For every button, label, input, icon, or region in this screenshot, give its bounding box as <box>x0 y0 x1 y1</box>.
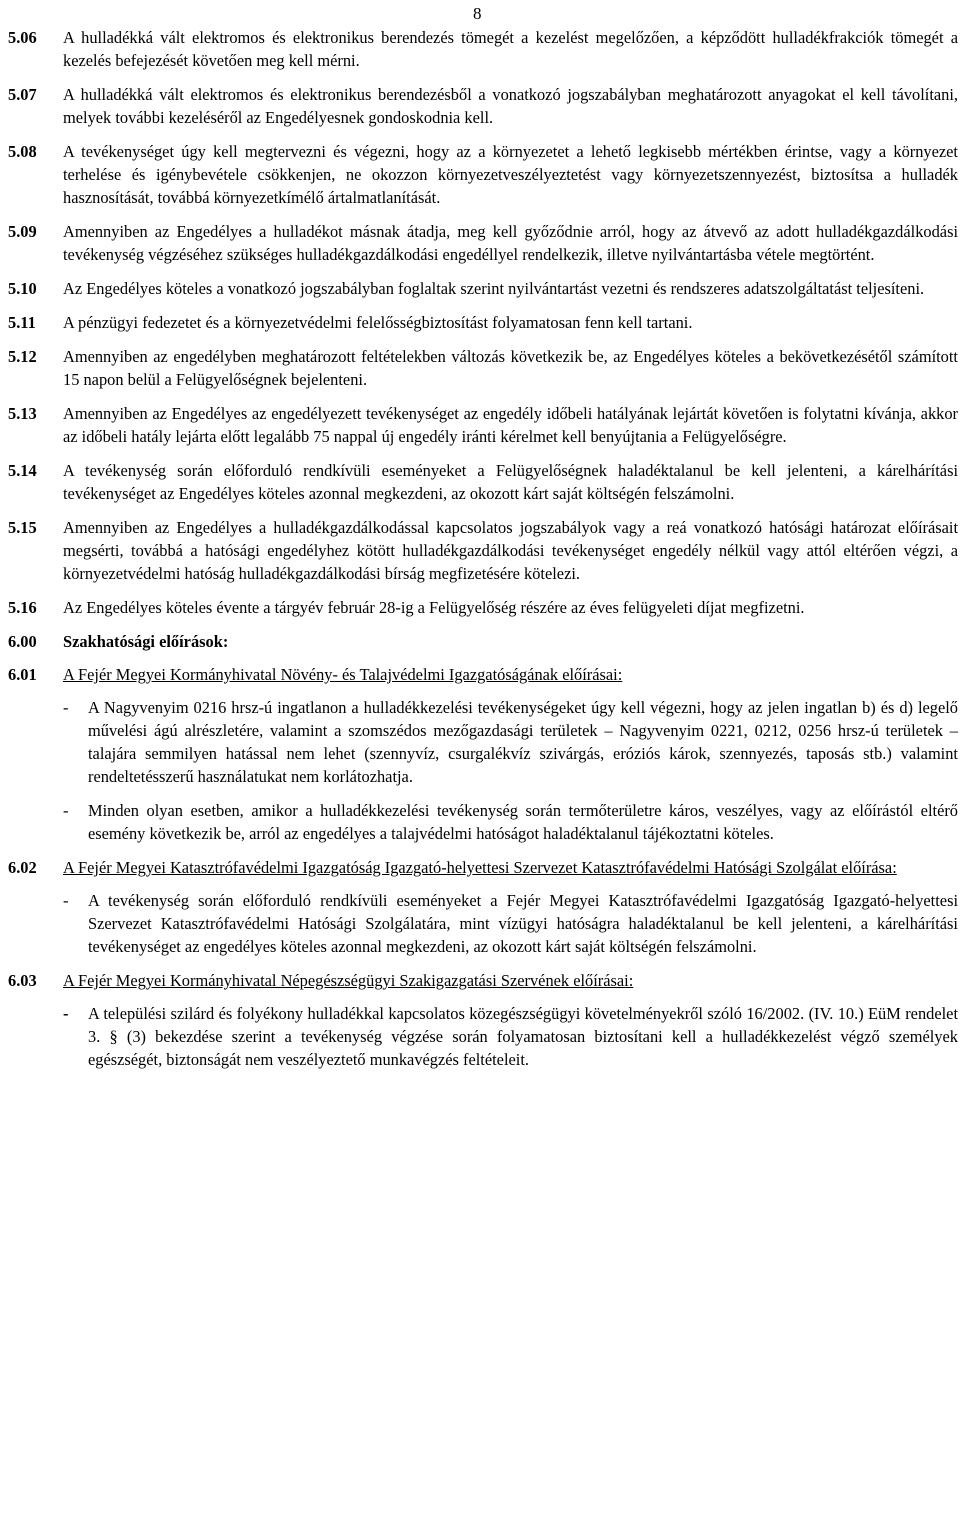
clause-5-09 <box>8 220 958 266</box>
document-body <box>8 26 958 1082</box>
clause-number: 5.14 <box>8 461 37 480</box>
clause-5-11 <box>8 311 958 334</box>
clause-number: 5.16 <box>8 598 37 617</box>
clause-5-06 <box>8 26 958 72</box>
subsection-6-02-heading <box>8 856 958 879</box>
section-title: Szakhatósági előírások: <box>63 632 229 651</box>
subsection-number: 6.03 <box>8 971 37 990</box>
dash-bullet: - <box>63 891 69 910</box>
clause-text: Amennyiben az Engedélyes az engedélyezett tevékenységet az engedély időbeli hatályának lejártát követően is folytatni kívánja, akkor az időbeli hatály lejárta előtt legalább 75 nappal új engedély iránti kérelmet kell benyújtania a Felügyelőségre. <box>63 404 958 446</box>
clause-text: Amennyiben az Engedélyes a hulladékot másnak átadja, meg kell győződnie arról, hogy az átvevő az adott hulladékgazdálkodási tevékenység végzéséhez szükséges hulladékgazdálkodási engedéllyel rendelkezik, illetve nyilvántartásba vétele megtörtént. <box>63 222 958 264</box>
clause-text: Az Engedélyes köteles évente a tárgyév február 28-ig a Felügyelőség részére az éves felügyeleti díjat megfizetni. <box>63 598 805 617</box>
clause-number: 5.15 <box>8 518 37 537</box>
dash-bullet: - <box>63 1004 69 1023</box>
clause-5-16 <box>8 596 958 619</box>
clause-5-08 <box>8 140 958 209</box>
subsection-title: A Fejér Megyei Katasztrófavédelmi Igazgatóság Igazgató-helyettesi Szervezet Katasztrófavédelmi Hatósági Szolgálat előírása: <box>63 858 897 877</box>
clause-text: A hulladékká vált elektromos és elektronikus berendezés tömegét a kezelést megelőzően, a képződött hulladékfrakciók tömegét a kezelés befejezését követően meg kell mérni. <box>63 28 958 70</box>
subsection-6-03-heading <box>8 969 958 992</box>
list-item <box>63 1002 958 1071</box>
dash-bullet: - <box>63 698 69 717</box>
clause-number: 5.11 <box>8 313 36 332</box>
clause-number: 5.07 <box>8 85 37 104</box>
clause-text: A tevékenység során előforduló rendkívüli eseményeket a Felügyelőségnek haladéktalanul be kell jelenteni, a kárelhárítási tevékenységet az Engedélyes köteles azonnal megkezdeni, az okozott kárt saját költségén felszámolni. <box>63 461 958 503</box>
subsection-number: 6.01 <box>8 665 37 684</box>
list-item-text: A települési szilárd és folyékony hulladékkal kapcsolatos közegészségügyi követelményekről szóló 16/2002. (IV. 10.) EüM rendelet 3. § (3) bekezdése szerint a tevékenység végzése során folyamatosan biztosítani kell a hulladékkezelést végző személyek egészségét, biztonságát nem veszélyeztető munkavégzés feltételeit. <box>88 1004 958 1069</box>
clause-5-15 <box>8 516 958 585</box>
subsection-6-01-heading <box>8 663 958 686</box>
list-item <box>63 799 958 845</box>
list-item-text: A Nagyvenyim 0216 hrsz-ú ingatlanon a hulladékkezelési tevékenységeket úgy kell végezni, hogy az jelen ingatlan b) és d) legelő művelési ágú alrészletére, valamint a szomszédos mezőgazdasági területek – Nagyvenyim 0221, 0212, 0256 hrsz-ú területek – talajára semmilyen hatással nem lehet (szennyvíz, csurgalékvíz szivárgás, eróziós károk, szennyezés, taposás stb.) valamint rendeltetésszerű használatukat nem korlátozhatja. <box>88 698 958 786</box>
clause-text: Az Engedélyes köteles a vonatkozó jogszabályban foglaltak szerint nyilvántartást vezetni és rendszeres adatszolgáltatást teljesíteni. <box>63 279 925 298</box>
clause-text: Amennyiben az Engedélyes a hulladékgazdálkodással kapcsolatos jogszabályok vagy a reá vonatkozó hatósági határozat előírásait megsérti, továbbá a hatósági engedélyhez kötött hulladékgazdálkodási tevékenységet engedély nélkül vagy attól eltérően végzi, a környezetvédelmi hatóság hulladékgazdálkodási bírság megfizetésére kötelezi. <box>63 518 958 583</box>
subsection-title: A Fejér Megyei Kormányhivatal Népegészségügyi Szakigazgatási Szervének előírásai: <box>63 971 634 990</box>
list-item <box>63 889 958 958</box>
clause-text: A hulladékká vált elektromos és elektronikus berendezésből a vonatkozó jogszabályban meghatározott anyagokat el kell távolítani, melyek további kezeléséről az Engedélyesnek gondoskodnia kell. <box>63 85 958 127</box>
clause-5-10 <box>8 277 958 300</box>
clause-text: A pénzügyi fedezetet és a környezetvédelmi felelősségbiztosítást folyamatosan fenn kell tartani. <box>63 313 693 332</box>
clause-5-12 <box>8 345 958 391</box>
section-6-heading <box>8 630 958 653</box>
subsection-title: A Fejér Megyei Kormányhivatal Növény- és Talajvédelmi Igazgatóságának előírásai: <box>63 665 623 684</box>
clause-number: 5.12 <box>8 347 37 366</box>
section-number: 6.00 <box>8 632 37 651</box>
subsection-6-02-list <box>63 889 958 958</box>
clause-text: A tevékenységet úgy kell megtervezni és végezni, hogy az a környezetet a lehető legkisebb mértékben érintse, vagy a környezet terhelése és igénybevétele csökkenjen, ne okozzon környezetveszélyeztetést vagy környezetszennyezést, biztosítsa a hulladék hasznosítását, továbbá környezetkímélő ártalmatlanítását. <box>63 142 958 207</box>
list-item <box>63 696 958 788</box>
clause-number: 5.13 <box>8 404 37 423</box>
clause-5-13 <box>8 402 958 448</box>
subsection-number: 6.02 <box>8 858 37 877</box>
clause-5-07 <box>8 83 958 129</box>
clause-number: 5.09 <box>8 222 37 241</box>
clause-number: 5.06 <box>8 28 37 47</box>
page-number: 8 <box>473 4 482 23</box>
clause-text: Amennyiben az engedélyben meghatározott feltételekben változás következik be, az Engedélyes köteles a bekövetkezésétől számított 15 napon belül a Felügyelőségnek bejelenteni. <box>63 347 958 389</box>
dash-bullet: - <box>63 801 69 820</box>
subsection-6-01-list <box>63 696 958 845</box>
clause-5-14 <box>8 459 958 505</box>
subsection-6-03-list <box>63 1002 958 1071</box>
list-item-text: Minden olyan esetben, amikor a hulladékkezelési tevékenység során termőterületre káros, veszélyes, vagy az előírástól eltérő esemény következik be, arról az engedélyes a talajvédelmi hatóságot haladéktalanul tájékoztatni köteles. <box>88 801 958 843</box>
list-item-text: A tevékenység során előforduló rendkívüli eseményeket a Fejér Megyei Katasztrófavédelmi Igazgatóság Igazgató-helyettesi Szervezet Katasztrófavédelmi Hatósági Szolgálatára, mint vízügyi hatóságra haladéktalanul be kell jelenteni, a kárelhárítási tevékenységet az engedélyes köteles azonnal megkezdeni, az okozott kárt saját költségén felszámolni. <box>88 891 958 956</box>
clause-number: 5.08 <box>8 142 37 161</box>
clause-number: 5.10 <box>8 279 37 298</box>
